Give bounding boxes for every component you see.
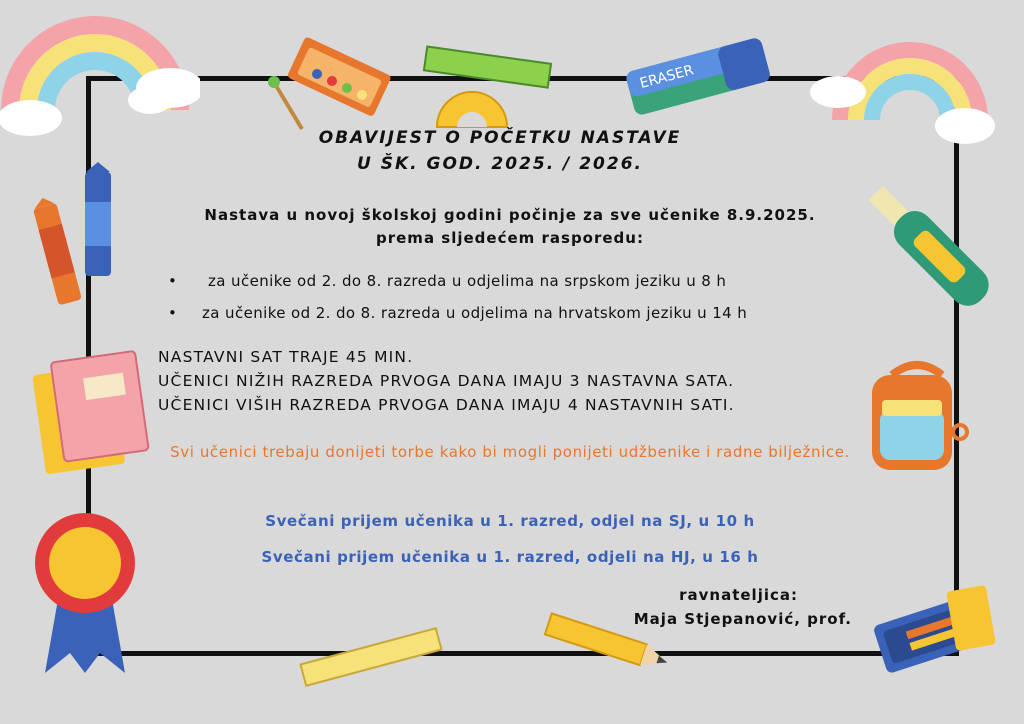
eraser-icon bbox=[618, 26, 778, 121]
info-line-duration: NASTAVNI SAT TRAJE 45 MIN. bbox=[158, 348, 414, 366]
bullet-dot: • bbox=[168, 272, 178, 290]
pencil-case-icon bbox=[866, 578, 1001, 678]
paint-palette-icon bbox=[262, 34, 397, 134]
intro-line1: Nastava u novoj školskoj godini počinje za sve učenike 8.9.2025. bbox=[204, 206, 816, 224]
schedule-bullet-sj bbox=[168, 272, 726, 290]
crayon-blue-icon bbox=[78, 162, 118, 282]
bags-note: Svi učenici trebaju donijeti torbe kako bi mogli ponijeti udžbenike i radne bilježnice. bbox=[170, 443, 850, 461]
ruler-bottom-icon bbox=[296, 618, 446, 693]
rainbow-right-icon bbox=[810, 30, 1010, 160]
eraser-label: ERASER bbox=[638, 62, 696, 92]
info-line-upper-grades: UČENICI VIŠIH RAZREDA PRVOGA DANA IMAJU 4 NASTAVNIH SATI. bbox=[158, 396, 735, 414]
notice-title-line2: U ŠK. GOD. 2025. / 2026. bbox=[357, 154, 643, 174]
signature-name: Maja Stjepanović, prof. bbox=[633, 610, 852, 628]
utility-knife-icon bbox=[866, 166, 1006, 326]
schedule-bullet-hj bbox=[168, 304, 747, 322]
signature-role: ravnateljica: bbox=[679, 586, 798, 604]
reception-sj: Svečani prijem učenika u 1. razred, odjel na SJ, u 10 h bbox=[265, 512, 755, 530]
reception-hj: Svečani prijem učenika u 1. razred, odjeli na HJ, u 16 h bbox=[261, 548, 759, 566]
notice-title-line1: OBAVIJEST O POČETKU NASTAVE bbox=[318, 128, 682, 148]
info-line-lower-grades: UČENICI NIŽIH RAZREDA PRVOGA DANA IMAJU 3 NASTAVNA SATA. bbox=[158, 372, 735, 390]
bullet-text-sj: za učenike od 2. do 8. razreda u odjelima na srpskom jeziku u 8 h bbox=[208, 272, 727, 290]
bullet-text-hj: za učenike od 2. do 8. razreda u odjelima na hrvatskom jeziku u 14 h bbox=[202, 304, 748, 322]
protractor-icon bbox=[432, 82, 512, 132]
intro-line2: prema sljedećem rasporedu: bbox=[376, 229, 644, 247]
rainbow-left-icon bbox=[0, 0, 200, 140]
bullet-dot: • bbox=[168, 304, 178, 322]
notebooks-icon bbox=[28, 348, 158, 478]
award-ribbon-icon bbox=[30, 508, 140, 678]
backpack-icon bbox=[862, 360, 972, 475]
